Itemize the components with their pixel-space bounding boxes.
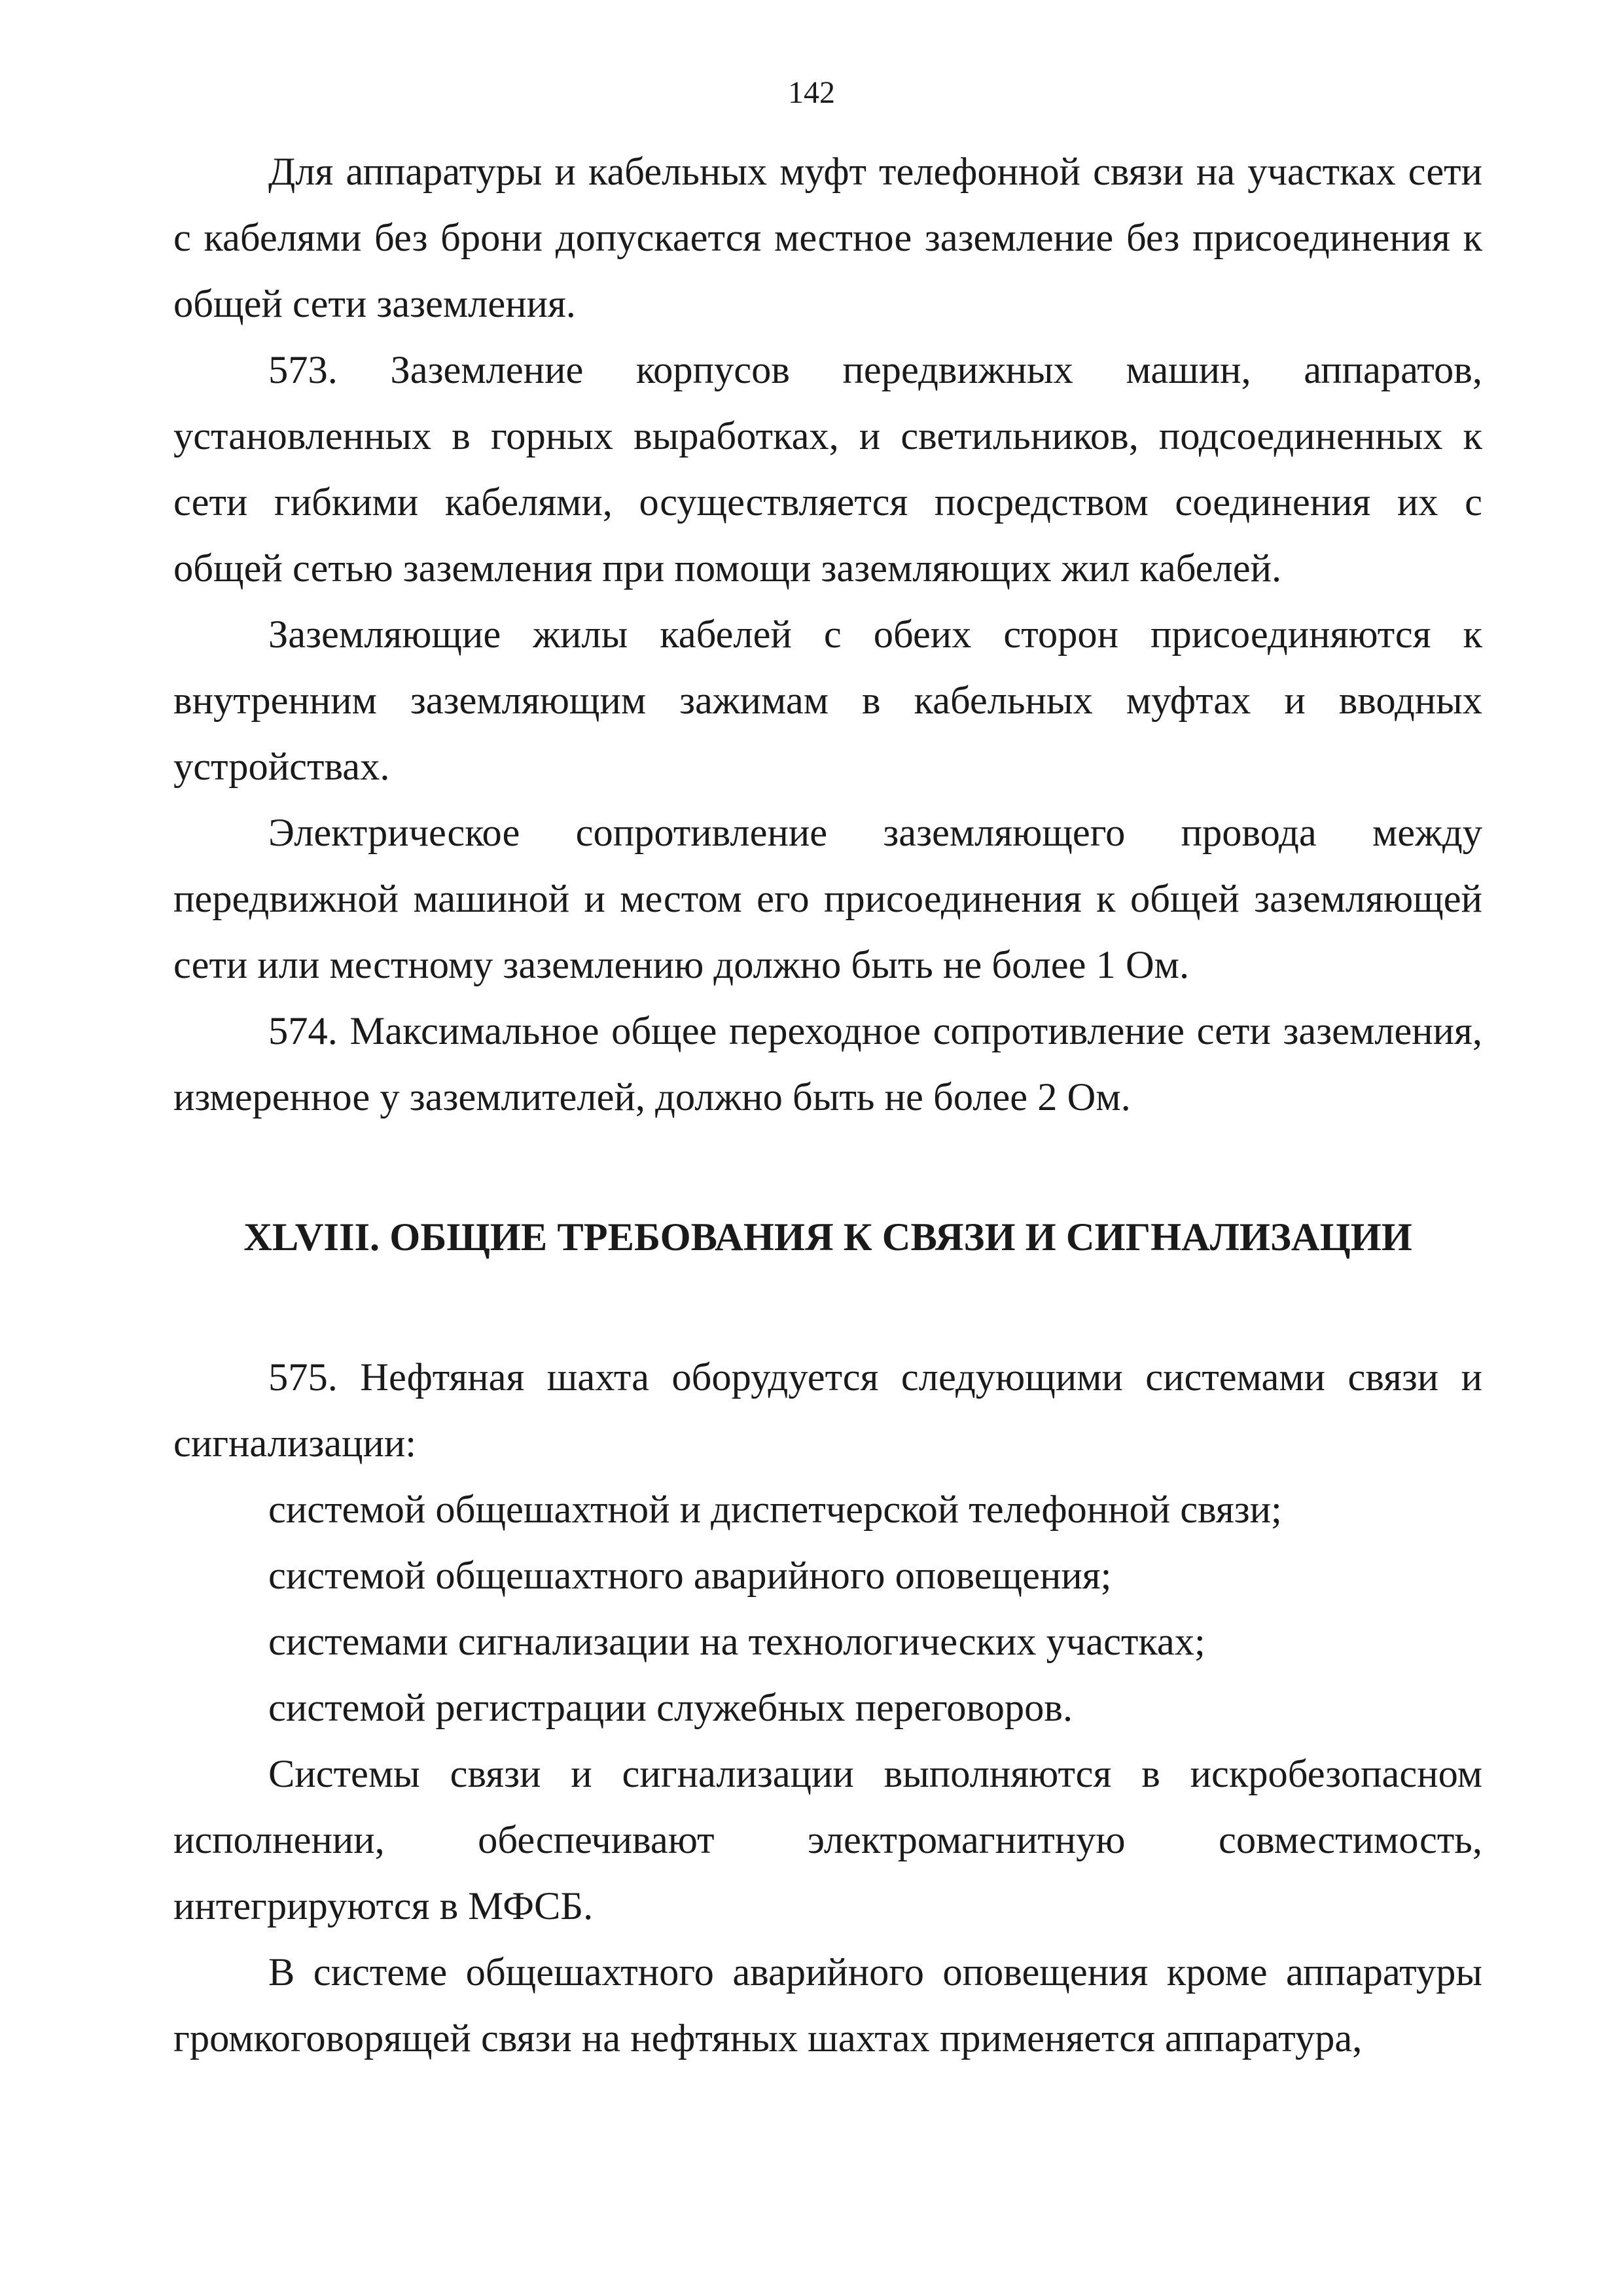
list-item: системой общешахтного аварийного оповещения; [268, 1554, 1112, 1598]
section-heading: XLVIII. ОБЩИЕ ТРЕБОВАНИЯ К СВЯЗИ И СИГНАЛИЗАЦИИ [243, 1215, 1412, 1259]
list-item: системами сигнализации на технологических участках; [268, 1620, 1205, 1664]
paragraph-grounding-cores: Заземляющие жилы кабелей с обеих сторон присоединяются к внутренним заземляющим зажимам в кабельных муфтах и вводных устройствах. [173, 613, 1482, 789]
paragraph-573: 573. Заземление корпусов передвижных машин, аппаратов, установленных в горных выработках, и светильников, подсоединенных к сети гибкими кабелями, осуществляется посредством соединения их с общей сетью заземления при помощи заземляющих жил кабелей. [173, 348, 1482, 590]
list-item: системой регистрации служебных переговоров. [268, 1686, 1073, 1730]
paragraph-telephone-grounding: Для аппаратуры и кабельных муфт телефонной связи на участках сети с кабелями без брони допускается местное заземление без присоединения к общей сети заземления. [173, 150, 1482, 326]
page-number: 142 [788, 75, 835, 110]
paragraph-575: 575. Нефтяная шахта оборудуется следующими системами связи и сигнализации: [173, 1355, 1482, 1465]
list-item: системой общешахтной и диспетчерской телефонной связи; [268, 1488, 1282, 1532]
paragraph-systems-execution: Системы связи и сигнализации выполняются в искробезопасном исполнении, обеспечивают электромагнитную совместимость, интегрируются в МФСБ. [173, 1752, 1482, 1928]
document-body [173, 139, 1482, 2072]
paragraph-574: 574. Максимальное общее переходное сопротивление сети заземления, измеренное у заземлителей, должно быть не более 2 Ом. [173, 1009, 1482, 1119]
paragraph-electrical-resistance: Электрическое сопротивление заземляющего провода между передвижной машиной и местом его присоединения к общей заземляющей сети или местному заземлению должно быть не более 1 Ом. [173, 811, 1482, 987]
paragraph-emergency-notification: В системе общешахтного аварийного оповещения кроме аппаратуры громкоговорящей связи на нефтяных шахтах применяется аппаратура, [173, 1950, 1482, 2060]
